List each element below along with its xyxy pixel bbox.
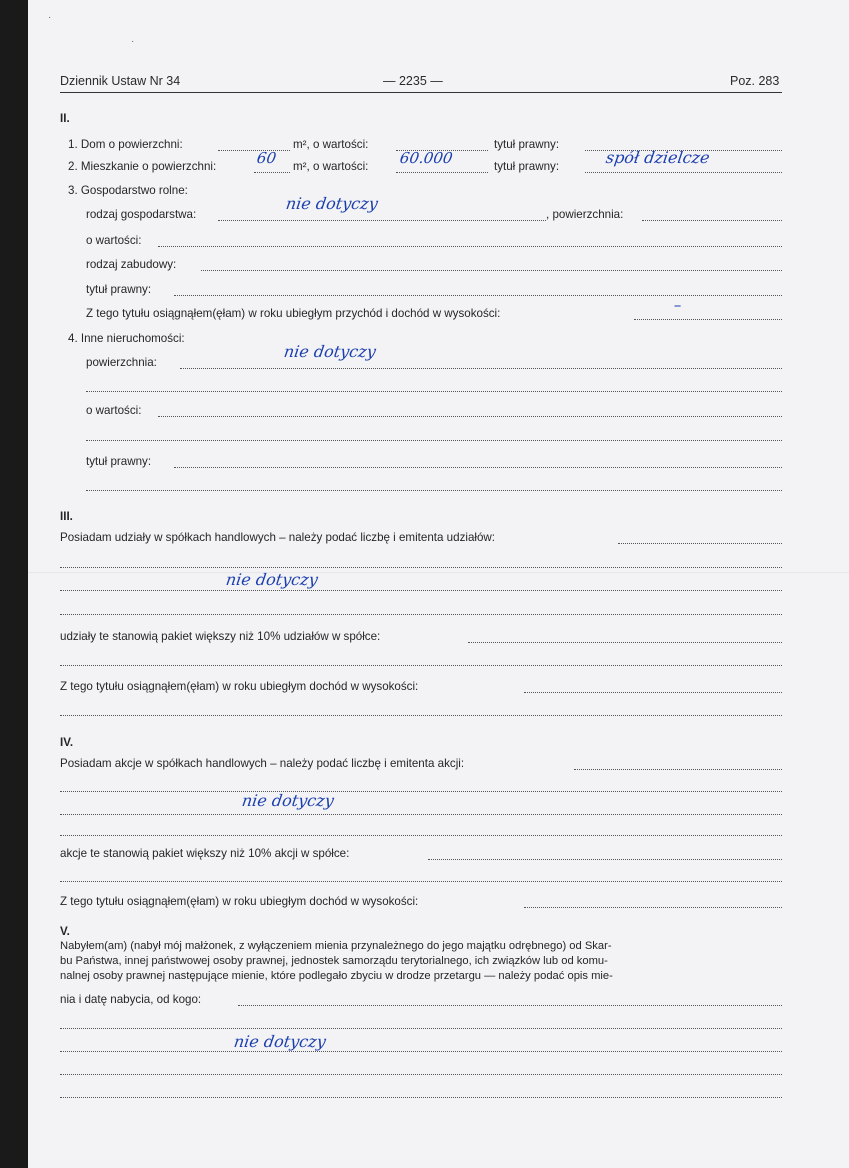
journal-title: Dziennik Ustaw Nr 34 [60, 74, 181, 88]
page-number: — 2235 — [383, 74, 443, 88]
gospodarstwo-value-label: o wartości: [86, 234, 142, 247]
gospodarstwo-value-field[interactable] [158, 246, 782, 247]
section-3-heading: III. [60, 510, 73, 523]
gospodarstwo-income-label: Z tego tytułu osiągnąłem(ęłam) w roku ubiegłym przychód i dochód w wysokości: [86, 307, 501, 320]
section-2-heading: II. [60, 112, 70, 125]
inne-value-label: o wartości: [86, 404, 142, 417]
inne-title-field[interactable] [174, 467, 782, 468]
acquisition-field-line2[interactable] [60, 1028, 782, 1029]
stocks-income-field[interactable] [524, 907, 782, 908]
page-fold [28, 572, 849, 574]
inne-area-handwriting: nie dotyczy [282, 342, 378, 361]
mieszkanie-value-field[interactable] [396, 172, 488, 173]
acquisition-field[interactable] [238, 1005, 782, 1006]
scan-speck: · [48, 12, 52, 23]
acquisition-text-line3: nalnej osoby prawnej następujące mienie, które podlegało zbyciu w drodze przetargu — należy podać opis mie- [60, 970, 613, 982]
dom-area-field[interactable] [218, 150, 290, 151]
acquisition-field-line4[interactable] [60, 1074, 782, 1075]
acquisition-handwriting: nie dotyczy [232, 1032, 328, 1051]
stocks-handwriting: nie dotyczy [240, 791, 336, 810]
section-4-heading: IV. [60, 736, 74, 749]
inne-heading: 4. Inne nieruchomości: [68, 332, 185, 345]
gospodarstwo-title-field[interactable] [174, 295, 782, 296]
shares-label: Posiadam udziały w spółkach handlowych – należy podać liczbę i emitenta udziałów: [60, 531, 496, 544]
inne-area-field[interactable] [180, 368, 782, 369]
stocks-income-label: Z tego tytułu osiągnąłem(ęłam) w roku ubiegłym dochód w wysokości: [60, 895, 419, 908]
gospodarstwo-area-field[interactable] [642, 220, 782, 221]
inne-title-label: tytuł prawny: [86, 455, 152, 468]
shares-income-field-line2[interactable] [60, 715, 782, 716]
gospodarstwo-area-label: , powierzchnia: [546, 208, 624, 221]
position-number: Poz. 283 [730, 74, 780, 88]
shares-field-line3[interactable] [60, 590, 782, 591]
inne-area-label: powierzchnia: [86, 356, 157, 369]
gospodarstwo-income-handwriting: – [672, 296, 683, 314]
mieszkanie-title-field[interactable] [585, 172, 782, 173]
shares-income-field[interactable] [524, 692, 782, 693]
mieszkanie-area-handwriting: 60 [255, 149, 278, 167]
acquisition-text-line1: Nabyłem(am) (nabył mój małżonek, z wyłączeniem mienia przynależnego do jego majątku odrębnego) od Skar- [60, 940, 612, 952]
mieszkanie-title-label: tytuł prawny: [494, 160, 560, 173]
gospodarstwo-heading: 3. Gospodarstwo rolne: [68, 184, 188, 197]
shares-income-label: Z tego tytułu osiągnąłem(ęłam) w roku ubiegłym dochód w wysokości: [60, 680, 419, 693]
gospodarstwo-income-field[interactable] [634, 319, 782, 320]
mieszkanie-value-handwriting: 60.000 [398, 149, 454, 167]
document-page [28, 0, 849, 1168]
shares-stake-field[interactable] [468, 642, 782, 643]
gospodarstwo-buildings-label: rodzaj zabudowy: [86, 258, 177, 271]
mieszkanie-value-label: m², o wartości: [293, 160, 369, 173]
inne-title-field-line2[interactable] [86, 490, 782, 491]
stocks-field-line4[interactable] [60, 835, 782, 836]
stocks-field-line3[interactable] [60, 814, 782, 815]
gospodarstwo-type-handwriting: nie dotyczy [284, 194, 380, 213]
mieszkanie-area-field[interactable] [254, 172, 290, 173]
acquisition-text-line2: bu Państwa, innej państwowej osoby prawnej, jednostek samorządu terytorialnego, ich związków lub od komu- [60, 955, 608, 967]
mieszkanie-label: 2. Mieszkanie o powierzchni: [68, 160, 217, 173]
header-rule [60, 92, 782, 93]
dom-value-label: m², o wartości: [293, 138, 369, 151]
shares-field-line4[interactable] [60, 614, 782, 615]
shares-field[interactable] [618, 543, 782, 544]
shares-stake-field-line2[interactable] [60, 665, 782, 666]
acquisition-field-line3[interactable] [60, 1051, 782, 1052]
mieszkanie-title-handwriting: spół dzielcze [604, 148, 711, 167]
gospodarstwo-title-label: tytuł prawny: [86, 283, 152, 296]
gospodarstwo-type-field[interactable] [218, 220, 546, 221]
inne-value-field-line2[interactable] [86, 440, 782, 441]
acquisition-text-line4: nia i datę nabycia, od kogo: [60, 993, 202, 1006]
inne-value-field[interactable] [158, 416, 782, 417]
stocks-stake-label: akcje te stanowią pakiet większy niż 10% akcji w spółce: [60, 847, 350, 860]
stocks-field-line2[interactable] [60, 791, 782, 792]
acquisition-field-line5[interactable] [60, 1097, 782, 1098]
stocks-stake-field[interactable] [428, 859, 782, 860]
shares-handwriting: nie dotyczy [224, 570, 320, 589]
section-5-heading: V. [60, 925, 70, 938]
shares-field-line2[interactable] [60, 567, 782, 568]
dom-label: 1. Dom o powierzchni: [68, 138, 183, 151]
stocks-field[interactable] [574, 769, 782, 770]
inne-area-field-line2[interactable] [86, 391, 782, 392]
gospodarstwo-type-label: rodzaj gospodarstwa: [86, 208, 197, 221]
dom-title-label: tytuł prawny: [494, 138, 560, 151]
shares-stake-label: udziały te stanowią pakiet większy niż 10% udziałów w spółce: [60, 630, 381, 643]
stocks-stake-field-line2[interactable] [60, 881, 782, 882]
gospodarstwo-buildings-field[interactable] [201, 270, 782, 271]
scan-speck: · [131, 36, 135, 47]
stocks-label: Posiadam akcje w spółkach handlowych – należy podać liczbę i emitenta akcji: [60, 757, 465, 770]
